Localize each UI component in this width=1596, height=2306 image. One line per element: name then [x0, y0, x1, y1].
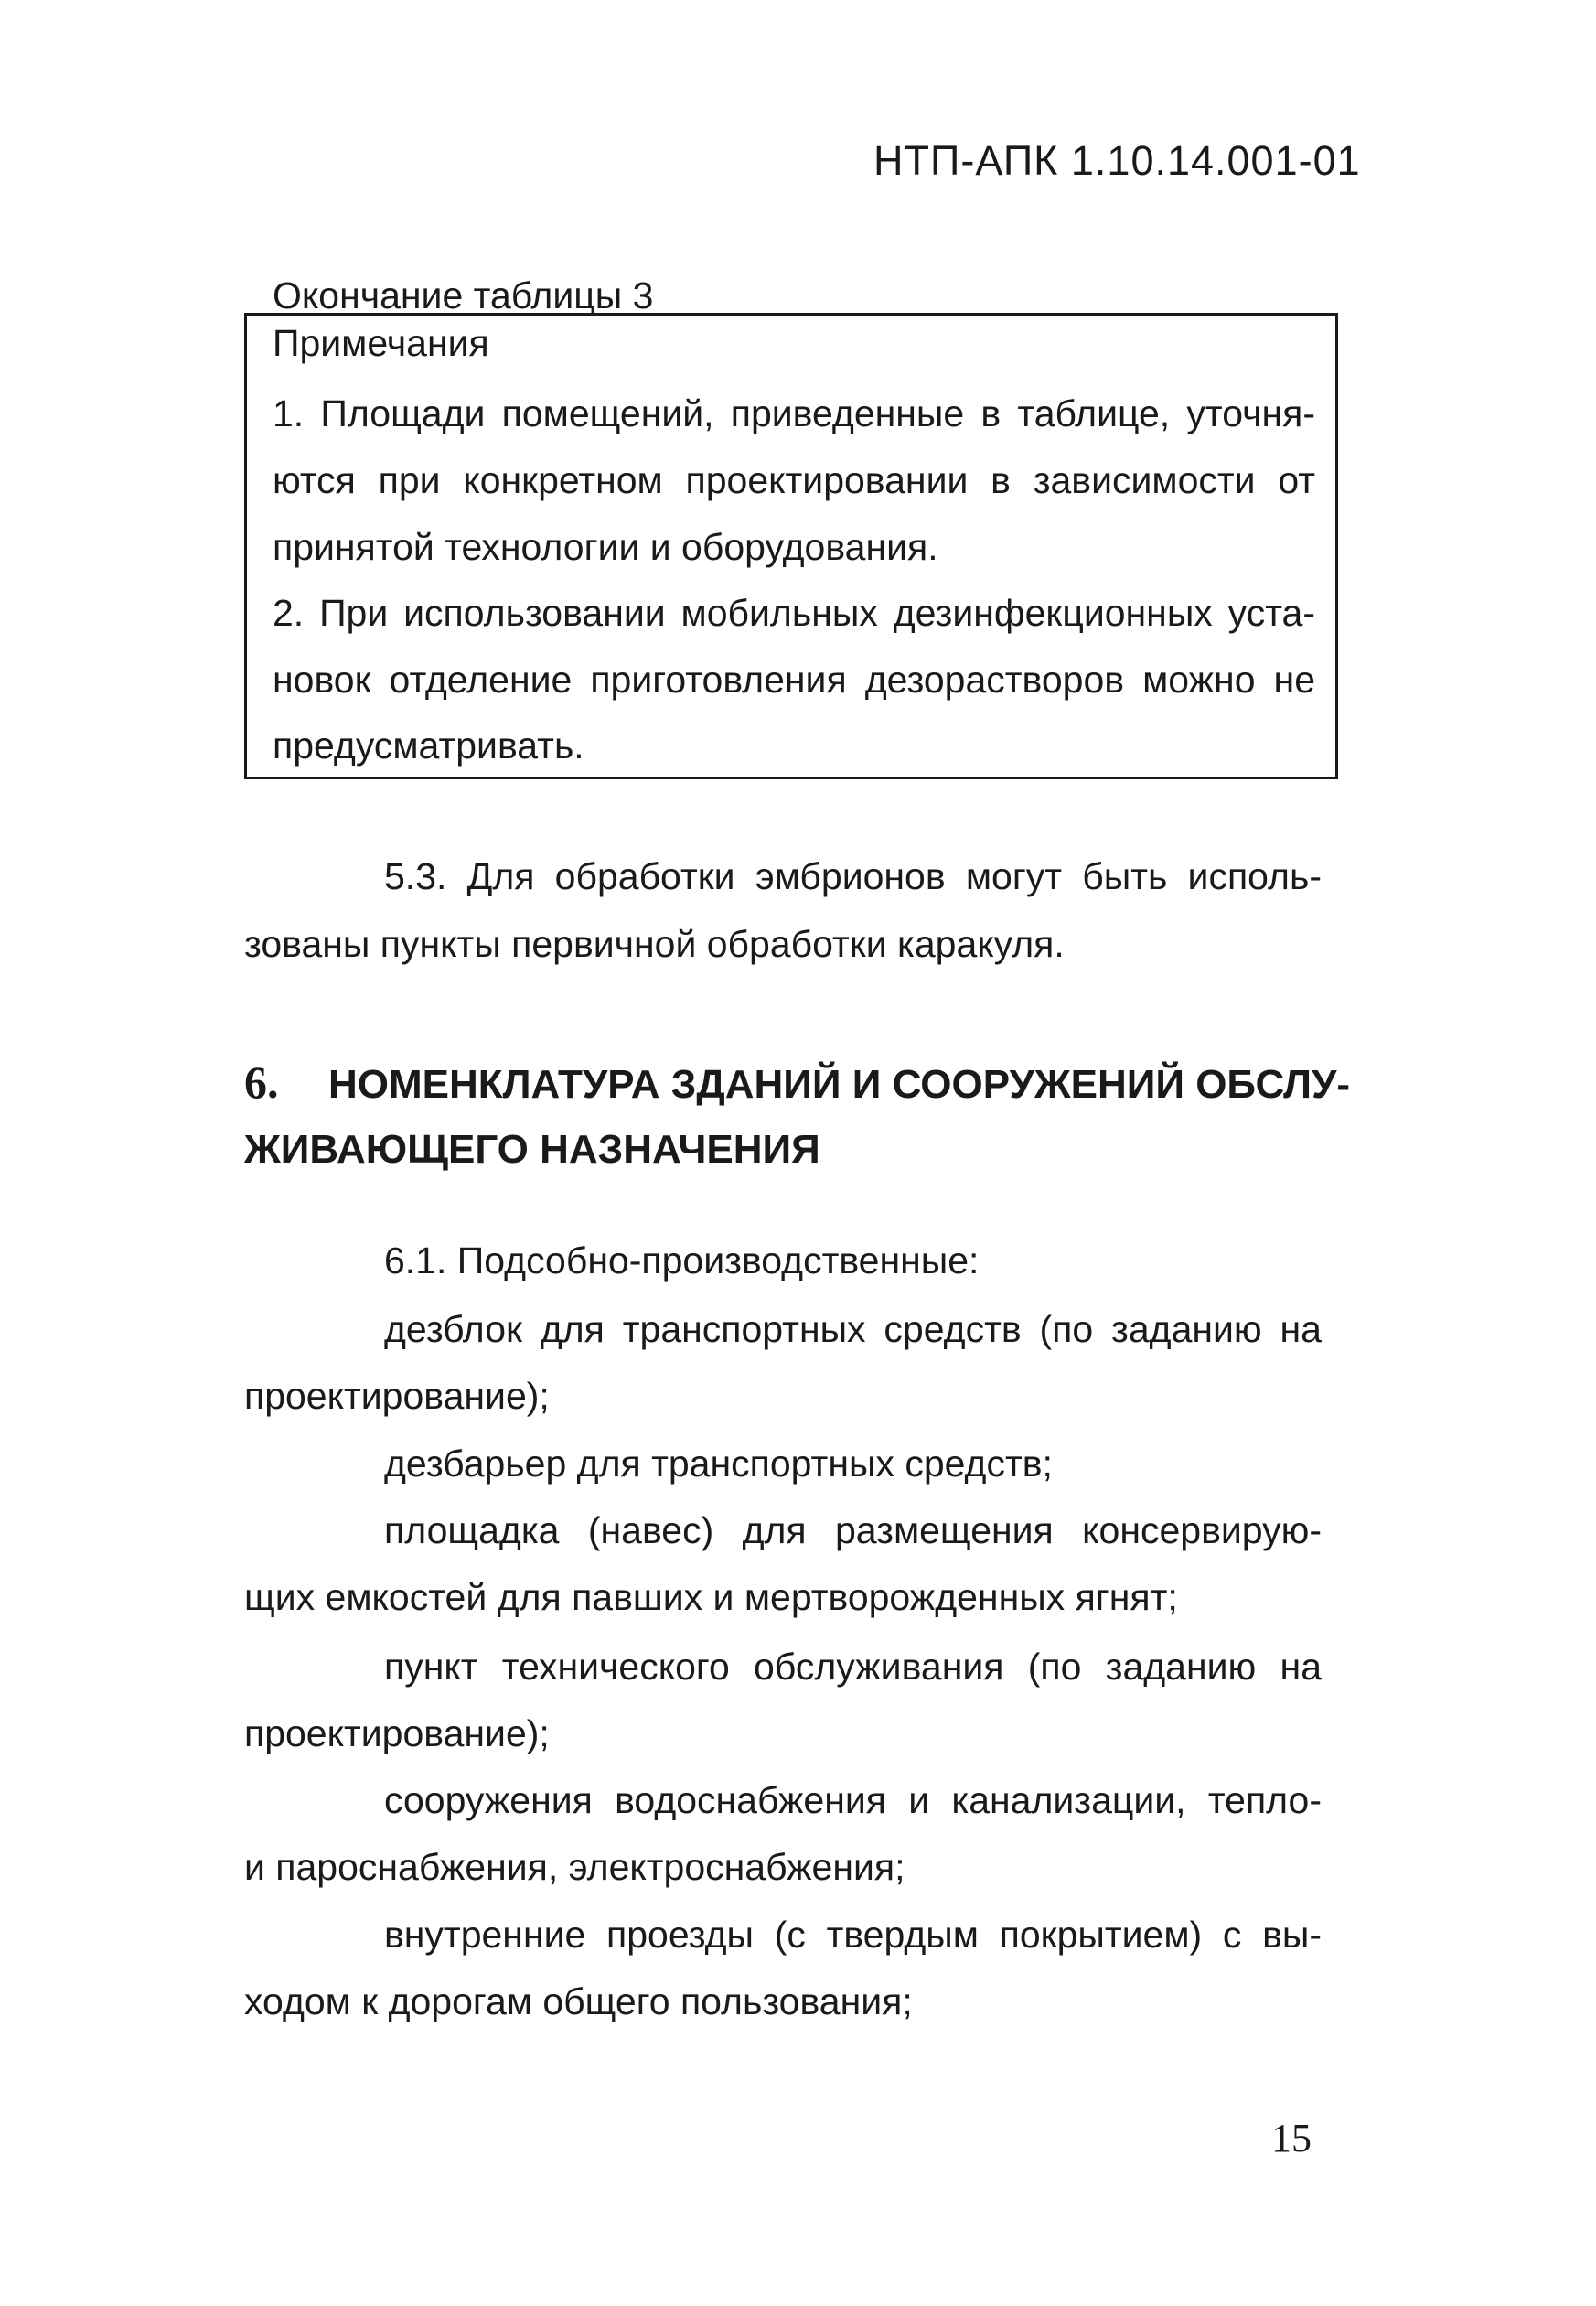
page-number: 15 [1271, 2116, 1312, 2161]
section-6-title-line-1: НОМЕНКЛАТУРА ЗДАНИЙ И СООРУЖЕНИЙ ОБСЛУ- [327, 1062, 1351, 1107]
note-1-line-2: ются при конкретном проектировании в зависимости от [273, 459, 1315, 501]
section-6-title-line-2: ЖИВАЮЩЕГО НАЗНАЧЕНИЯ [244, 1127, 820, 1172]
notes-table [244, 313, 1338, 779]
note-2-line-2: новок отделение приготовления дезорастворов можно не [273, 659, 1315, 701]
note-2-line-3: предусматривать. [273, 724, 584, 767]
clause-5-3-line-1: 5.3. Для обработки эмбрионов могут быть исполь- [384, 855, 1322, 897]
notes-title: Примечания [273, 322, 489, 364]
list-item-1-line-1: дезблок для транспортных средств (по заданию на [384, 1308, 1322, 1350]
list-item-3-line-1: площадка (навес) для размещения консервирую- [384, 1509, 1322, 1551]
list-item-4-line-2: проектирование); [244, 1712, 550, 1754]
clause-6-1-heading: 6.1. Подсобно-производственные: [384, 1239, 980, 1282]
list-item-5-line-1: сооружения водоснабжения и канализации, тепло- [384, 1779, 1322, 1821]
note-1-line-3: принятой технологии и оборудования. [273, 526, 938, 568]
list-item-1-line-2: проектирование); [244, 1375, 550, 1417]
note-2-line-1: 2. При использовании мобильных дезинфекционных уста- [273, 592, 1315, 634]
list-item-3-line-2: щих емкостей для павших и мертворожденных ягнят; [244, 1576, 1178, 1618]
list-item-2: дезбарьер для транспортных средств; [384, 1443, 1053, 1485]
document-code: НТП-АПК 1.10.14.001-01 [873, 137, 1361, 184]
note-1-line-1: 1. Площади помещений, приведенные в таблице, уточня- [273, 392, 1315, 434]
list-item-4-line-1: пункт технического обслуживания (по заданию на [384, 1646, 1322, 1688]
clause-5-3-line-2: зованы пункты первичной обработки каракуля. [244, 923, 1065, 965]
section-6-heading-line-1 [244, 1056, 1351, 1108]
section-6-number: 6. [244, 1056, 279, 1108]
list-item-5-line-2: и пароснабжения, электроснабжения; [244, 1846, 905, 1888]
table-caption: Окончание таблицы 3 [273, 274, 654, 316]
list-item-6-line-1: внутренние проезды (с твердым покрытием) с вы- [384, 1914, 1322, 1956]
list-item-6-line-2: ходом к дорогам общего пользования; [244, 1980, 913, 2022]
